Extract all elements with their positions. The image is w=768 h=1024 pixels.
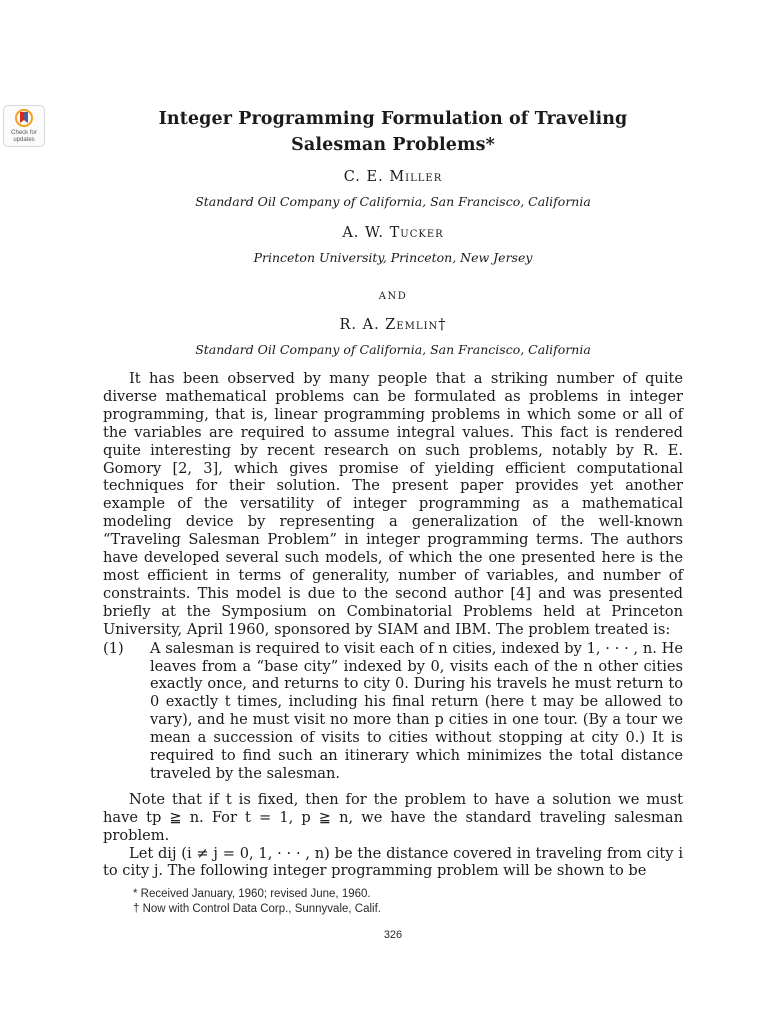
footnote-received: * Received January, 1960; revised June, 1960. (133, 888, 371, 901)
author-affiliation-2: Princeton University, Princeton, New Jersey (253, 250, 533, 265)
author-affiliation-3: Standard Oil Company of California, San Francisco, California (195, 342, 591, 357)
title-line-1: Integer Programming Formulation of Traveling (158, 109, 628, 129)
check-for-updates-icon (15, 109, 33, 129)
problem-text: A salesman is required to visit each of n cities, indexed by 1, · · · , n. He leaves from a “base city” indexed by 0, visits each of the n other cities exactly once, and returns to city 0. During his travels he must return to 0 exactly t times, including his final return (here t may be allowed to vary), and he must visit no more than p cities in one tour. (By a tour we mean a succession of visits to cities without stopping at city 0.) It is required to find such an itinerary which minimizes the total distance traveled by the salesman. (150, 639, 683, 782)
distance-paragraph: Let dij (i ≠ j = 0, 1, · · · , n) be the distance covered in traveling from city i to city j. The following integer programming problem will be shown to be (103, 844, 683, 880)
intro-paragraph: It has been observed by many people that a striking number of quite diverse mathematical problems can be formulated as problems in integer programming, that is, linear programming problems in which some or all of the variables are required to assume integral values. This fact is rendered quite interesting by recent research on such problems, notably by R. E. Gomory [2, 3], which gives promise of yielding efficient computational techniques for their solution. The present paper provides yet another example of the versatility of integer programming as a mathematical modeling device by representing a generalization of the well-known “Traveling Salesman Problem” in integer programming terms. The authors have developed several such models, of which the one presented here is the most efficient in terms of generality, number of variables, and number of constraints. This model is due to the second author [4] and was presented briefly at the Symposium on Combinatorial Problems held at Princeton University, April 1960, sponsored by SIAM and IBM. The problem treated is: (103, 370, 683, 638)
author-name-1: C. E. Miller (343, 169, 443, 185)
badge-label-line2: updates (13, 137, 35, 143)
footnotes (103, 887, 683, 916)
note-paragraph: Note that if t is fixed, then for the problem to have a solution we must have tp ≧ n. For t = 1, p ≧ n, we have the standard traveling salesman problem. (103, 790, 683, 844)
problem-statement (103, 640, 683, 783)
problem-number: (1) (103, 639, 124, 657)
author-name-2: A. W. Tucker (342, 225, 444, 241)
check-for-updates-badge[interactable] (3, 105, 45, 147)
title-line-2: Salesman Problems* (291, 135, 495, 155)
paper-title (103, 106, 683, 158)
paper-page (103, 106, 683, 941)
author-affiliation-1: Standard Oil Company of California, San Francisco, California (195, 194, 591, 209)
author-name-3: R. A. Zemlin† (339, 317, 447, 333)
and-separator: AND (378, 291, 408, 302)
footnote-affiliation: † Now with Control Data Corp., Sunnyvale, Calif. (133, 902, 381, 915)
badge-label-line1: Check for (11, 130, 37, 136)
page-number: 326 (383, 929, 403, 942)
